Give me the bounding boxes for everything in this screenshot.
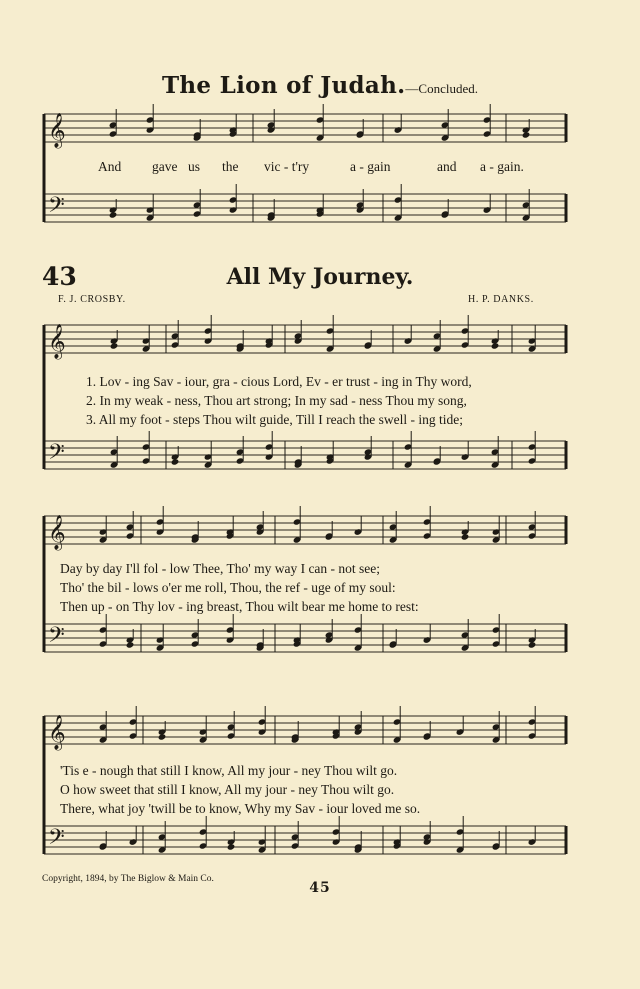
lyric-syllable: And: [98, 159, 122, 174]
system-concluded-bass-clef: 𝄢: [48, 193, 65, 223]
page-number: 45: [309, 880, 331, 896]
system-concluded-treble-clef: 𝄞: [48, 113, 66, 148]
hymn-number: 43: [42, 262, 77, 291]
lyric-syllable: and: [437, 159, 457, 174]
system2-treble-clef: 𝄞: [48, 515, 66, 550]
copyright-notice: Copyright, 1894, by The Biglow & Main Co.: [42, 874, 214, 884]
lyric-syllable: a - gain.: [480, 159, 524, 174]
concluded-title-main: The Lion of Judah.: [162, 72, 406, 99]
system1-treble-clef: 𝄞: [48, 324, 66, 359]
system3-bass-clef: 𝄢: [48, 825, 65, 855]
lyric-syllable: vic - t'ry: [264, 159, 310, 174]
lyric-syllable: gave: [152, 159, 178, 174]
lyric-syllable: us: [188, 159, 201, 174]
hymnal-page: 𝄞 𝄢 𝄞 𝄢 𝄞 𝄢 𝄞 𝄢 The Lion of Judah.—Concluded. And gave us the vic - t'ry a - gain and a - gain. 43 All My Journey. F. J. CROSBY. H. P. DANKS. 1. Lov - ing Sav - iour, gra - cious Lord, Ev - er trust - ing in Thy word, 2. In my weak - ness, Thou art strong; In my sad - ness Thou my song, 3. All my foot - steps Thou wilt guide, Till I reach the swell - ing tide; Day by day I'll fol - low Thee, Tho' my way I can - not see; Tho' the bil - lows o'er me roll, Thou, the ref - uge of my soul: Then up - on Thy lov - ing breast, Thou wilt bear me home to rest: 'Tis e - nough that still I know, All my jour - ney Thou wilt go. O how sweet that still I know, All my jour - ney Thou wilt go. There, what joy 'twill be to know, Why my Sav - iour loved me so. Copyright, 1894, by The Biglow & Main Co. 45: [0, 0, 640, 989]
lyric-syllable: the: [222, 159, 239, 174]
hymn-title: All My Journey.: [226, 264, 414, 290]
concluded-title: [0, 72, 640, 99]
words-credit: F. J. CROSBY.: [58, 294, 126, 305]
system1-bass-clef: 𝄢: [48, 440, 65, 470]
lyric-syllable: a - gain: [350, 159, 391, 174]
system2-bass-clef: 𝄢: [48, 623, 65, 653]
concluded-title-suffix: —Concluded.: [405, 81, 478, 96]
system3-treble-clef: 𝄞: [48, 715, 66, 750]
music-credit: H. P. DANKS.: [468, 294, 534, 305]
